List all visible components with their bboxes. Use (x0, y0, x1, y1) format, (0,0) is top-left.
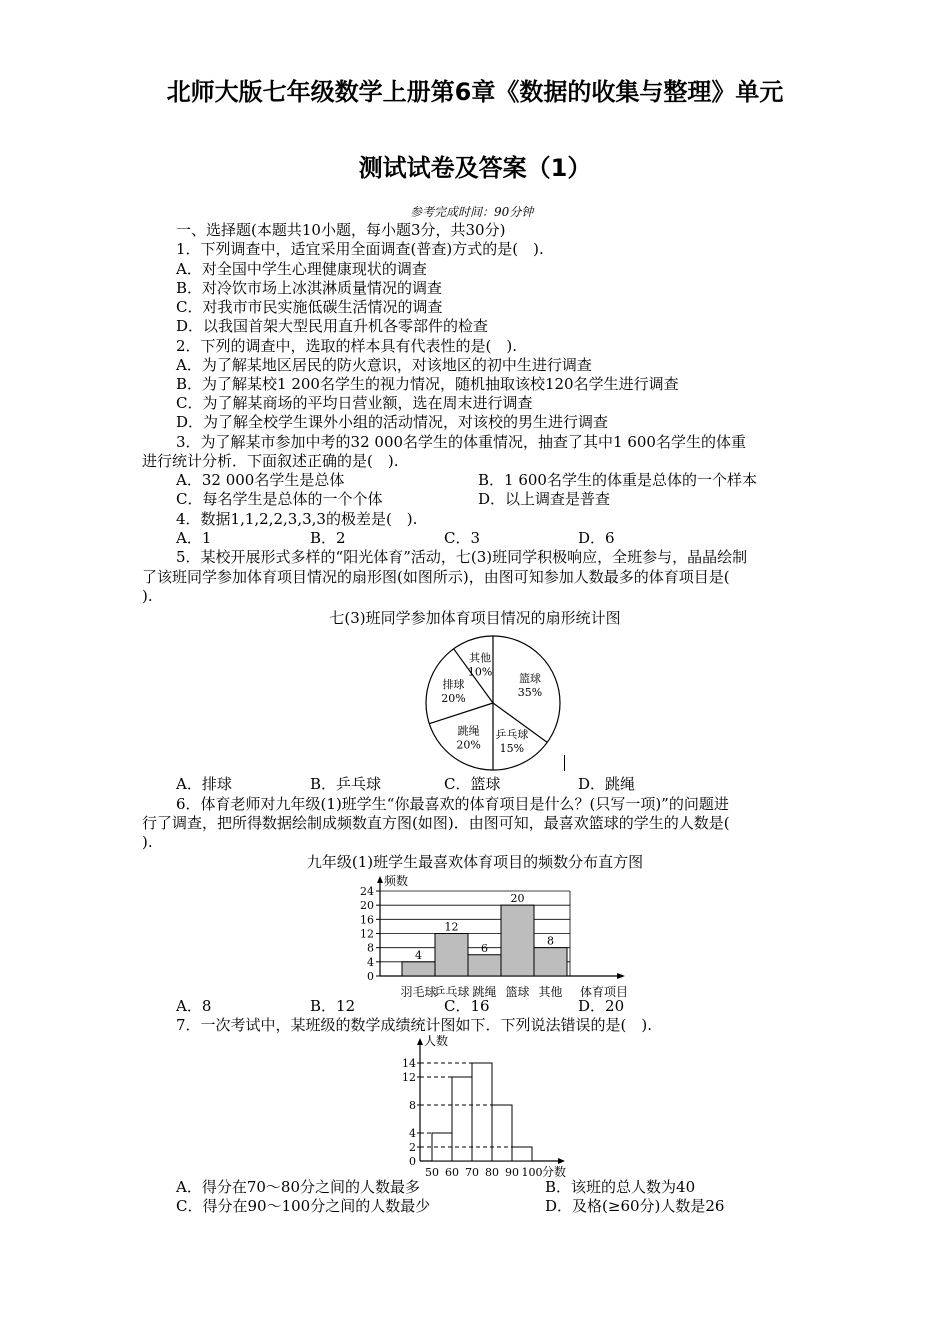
q6-option-c: C．16 (444, 997, 490, 1015)
pie-slice-label: 乒乓球 (495, 728, 529, 742)
bar (501, 905, 534, 976)
y-tick-label: 4 (409, 1127, 416, 1140)
q5-option-d: D．跳绳 (578, 775, 636, 793)
q6-option-a: A．8 (176, 997, 212, 1015)
y-tick-label: 12 (402, 1071, 416, 1084)
q7-stem: 7．一次考试中，某班级的数学成绩统计图如下．下列说法错误的是( ). (176, 1016, 653, 1034)
pie-slice-value: 35% (517, 686, 543, 700)
y-axis-label: 频数 (384, 874, 409, 888)
q2-option-a: A．为了解某地区居民的防火意识，对该地区的初中生进行调查 (176, 356, 592, 374)
bar (534, 948, 567, 976)
section-heading: 一、选择题(本题共10小题，每小题3分，共30分) (176, 221, 506, 239)
q7-option-d: D．及格(≥60分)人数是26 (545, 1197, 725, 1215)
x-tick-label: 60 (445, 1166, 459, 1179)
q5-option-b: B．乒乓球 (310, 775, 382, 793)
doc-title-line2: 测试试卷及答案（1） (358, 154, 592, 182)
bar-value-label: 6 (481, 941, 488, 955)
q6-option-d: D．20 (578, 997, 625, 1015)
x-tick-label: 70 (465, 1166, 479, 1179)
q6-stem-1: 6．体育老师对九年级(1)班学生“你最喜欢的体育项目是什么？(只写一项)”的问题进 (176, 795, 729, 813)
q2-option-d: D．为了解全校学生课外小组的活动情况，对该校的男生进行调查 (176, 413, 609, 431)
q3-stem-2: 进行统计分析．下面叙述正确的是( ). (142, 452, 399, 470)
doc-title-line1: 北师大版七年级数学上册第6章《数据的收集与整理》单元 (166, 78, 784, 106)
q3-option-c: C．每名学生是总体的一个个体 (176, 490, 383, 508)
bar (468, 955, 501, 976)
bar (435, 934, 468, 977)
q5-option-a: A．排球 (176, 775, 232, 793)
y-tick-label: 24 (360, 885, 374, 898)
y-tick-label: 0 (409, 1155, 416, 1168)
bar-value-label: 8 (547, 934, 554, 948)
pie-slice-value: 15% (499, 742, 525, 756)
q7-option-b: B．该班的总人数为40 (545, 1178, 696, 1196)
q4-stem: 4．数据1,1,2,2,3,3,3的极差是( ). (176, 510, 418, 528)
q6-option-b: B．12 (310, 997, 356, 1015)
y-axis-label: 人数 (424, 1034, 449, 1048)
y-axis-arrow (417, 1038, 423, 1045)
q4-option-c: C．3 (444, 529, 481, 547)
x-axis-arrow (617, 973, 625, 979)
histogram-bar (512, 1147, 532, 1161)
pie-slice-value: 10% (467, 665, 493, 679)
y-axis-arrow (377, 876, 383, 883)
y-tick-label: 16 (360, 913, 374, 927)
x-axis-arrow (558, 1158, 565, 1164)
sports-frequency-histogram (340, 868, 640, 998)
q2-option-b: B．为了解某校1 200名学生的视力情况，随机抽取该校120名学生进行调查 (176, 375, 679, 393)
score-histogram (395, 1033, 595, 1178)
x-category-label: 篮球 (505, 985, 530, 999)
pie-slice-label: 篮球 (519, 672, 542, 686)
y-tick-label: 14 (402, 1057, 416, 1070)
pie-slice-value: 20% (456, 738, 481, 752)
x-category-label: 羽毛球 (400, 985, 437, 999)
x-tick-label: 80 (485, 1166, 499, 1179)
q2-stem: 2．下列的调查中，选取的样本具有代表性的是( ). (176, 337, 518, 355)
x-axis-label: 体育项目 (579, 985, 628, 999)
y-tick-label: 20 (360, 899, 374, 913)
x-axis-label: 分数 (542, 1165, 567, 1179)
bar-value-label: 12 (444, 920, 459, 934)
y-tick-label: 2 (409, 1141, 416, 1154)
x-category-label: 跳绳 (472, 985, 497, 999)
pie-chart-title: 七(3)班同学参加体育项目情况的扇形统计图 (329, 609, 621, 627)
y-tick-label: 8 (367, 941, 374, 955)
q5-option-c: C．篮球 (444, 775, 501, 793)
q1-option-a: A．对全国中学生心理健康现状的调查 (176, 260, 427, 278)
bar-value-label: 4 (415, 948, 422, 962)
q7-option-a: A．得分在70～80分之间的人数最多 (176, 1178, 421, 1196)
reference-time: 参考完成时间：90分钟 (410, 205, 534, 219)
q6-stem-2: 行了调查，把所得数据绘制成频数直方图(如图)．由图可知，最喜欢篮球的学生的人数是( (142, 814, 730, 832)
q3-option-d: D．以上调查是普查 (478, 490, 611, 508)
bar-value-label: 20 (510, 892, 525, 906)
q3-option-b: B．1 600名学生的体重是总体的一个样本 (478, 471, 757, 489)
x-tick-label: 50 (425, 1166, 439, 1179)
y-tick-label: 0 (367, 970, 374, 983)
q3-stem-1: 3．为了解某市参加中考的32 000名学生的体重情况，抽查了其中1 600名学生的体重 (176, 433, 746, 451)
q3-option-a: A．32 000名学生是总体 (176, 471, 345, 489)
q4-option-d: D．6 (578, 529, 615, 547)
q1-option-c: C．对我市市民实施低碳生活情况的调查 (176, 298, 443, 316)
q5-stem-3: ). (142, 587, 153, 605)
pie-slice-label: 排球 (442, 678, 465, 692)
bar (402, 962, 435, 976)
q1-option-b: B．对冷饮市场上冰淇淋质量情况的调查 (176, 279, 443, 297)
q6-stem-3: ). (142, 833, 153, 851)
histogram-bar (452, 1077, 472, 1161)
y-tick-label: 8 (409, 1099, 416, 1112)
y-tick-label: 12 (360, 927, 374, 941)
pie-slice-value: 20% (441, 692, 466, 706)
bar-chart-title: 九年级(1)班学生最喜欢体育项目的频数分布直方图 (306, 853, 644, 871)
pie-slice-label: 其他 (469, 651, 492, 665)
x-category-label: 其他 (538, 985, 563, 999)
x-tick-label: 90 (505, 1166, 519, 1179)
x-tick-label: 100 (521, 1166, 543, 1179)
q1-stem: 1．下列调查中，适宜采用全面调查(普查)方式的是( ). (176, 240, 544, 258)
x-category-label: 乒乓球 (433, 985, 470, 999)
q4-option-a: A．1 (176, 529, 212, 547)
q1-option-d: D．以我国首架大型民用直升机各零部件的检查 (176, 317, 489, 335)
histogram-bar (492, 1105, 512, 1161)
q7-option-c: C．得分在90～100分之间的人数最少 (176, 1197, 431, 1215)
y-tick-label: 4 (367, 955, 374, 969)
pie-chart (398, 628, 588, 778)
pie-slice-label: 跳绳 (457, 724, 480, 738)
q5-stem-2: 了该班同学参加体育项目情况的扇形图(如图所示)，由图可知参加人数最多的体育项目是( (142, 568, 730, 586)
q4-option-b: B．2 (310, 529, 346, 547)
histogram-bar (472, 1063, 492, 1161)
q5-stem-1: 5．某校开展形式多样的“阳光体育”活动，七(3)班同学积极响应，全班参与，晶晶绘制 (176, 548, 748, 566)
text-cursor-mark (564, 755, 565, 771)
q2-option-c: C．为了解某商场的平均日营业额，选在周末进行调查 (176, 394, 533, 412)
